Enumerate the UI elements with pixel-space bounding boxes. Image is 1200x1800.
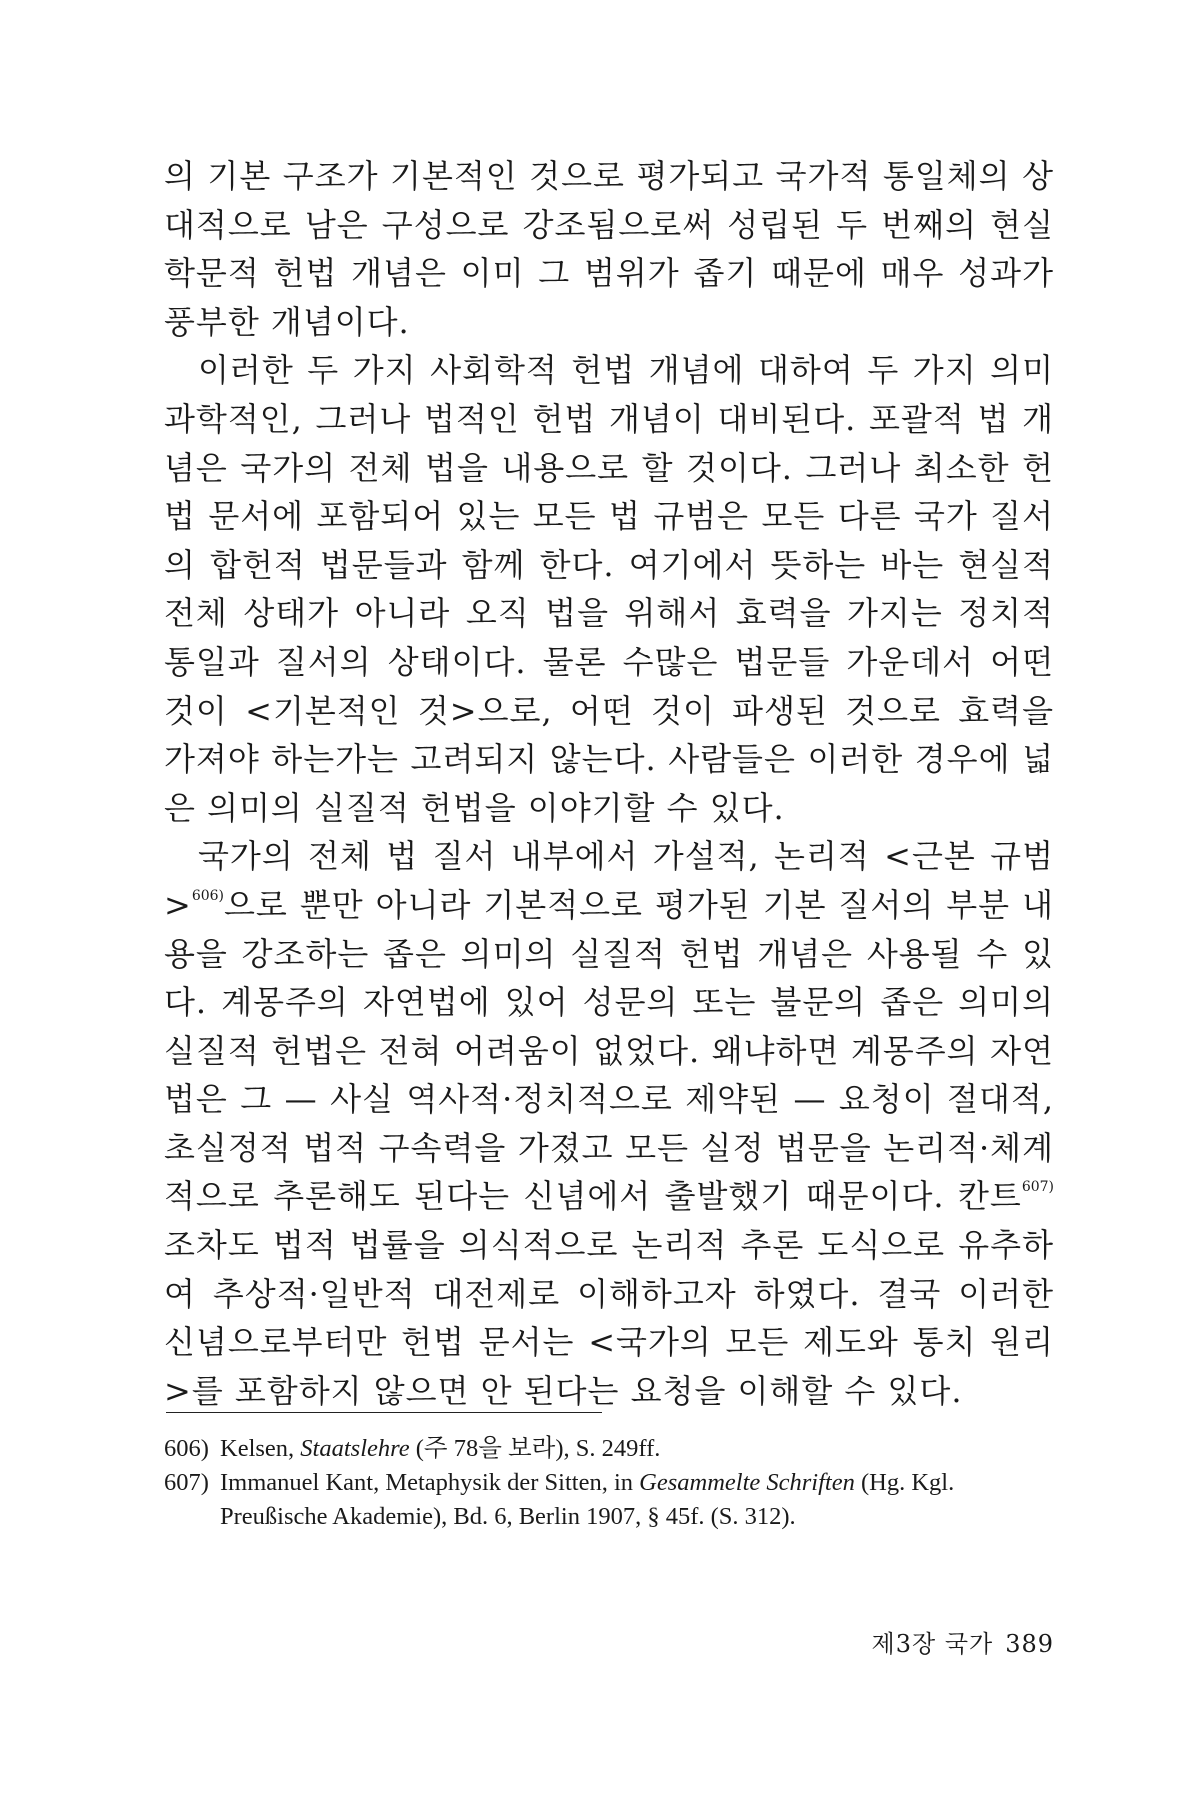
paragraph xyxy=(164,152,1054,346)
footnote-number: 607) xyxy=(164,1469,209,1496)
text-run: (Hg. Kgl. Preußische Akademie), Bd. 6, Berlin 1907, § 45f. (S. 312). xyxy=(220,1469,955,1530)
paragraph xyxy=(164,346,1054,832)
italic-title: Gesammelte Schriften xyxy=(639,1469,855,1496)
text-run: 으로 뿐만 아니라 기본적으로 평가된 기본 질서의 부분 내용을 강조하는 좁은 의미의 실질적 헌법 개념은 사용될 수 있다. 계몽주의 자연법에 있어 성문의 또는 불문의 좁은 의미의 실질적 헌법은 전혀 어려움이 없었다. 왜냐하면 계몽주의 자연법은 그 — 사실 역사적·정치적으로 제약된 — 요청이 절대적, 초실정적 법적 구속력을 가졌고 모든 실정 법문을 논리적·체계적으로 추론해도 된다는 신념에서 출발했기 때문이다. 칸트 xyxy=(164,885,1054,1216)
running-footer-chapter: 제3장 국가 xyxy=(871,1630,994,1658)
footnote-ref: 606) xyxy=(191,887,224,904)
footnotes xyxy=(164,1432,1054,1534)
body-text xyxy=(164,152,1054,1415)
footnote-separator xyxy=(166,1412,602,1413)
text-run: Kelsen, xyxy=(220,1435,301,1462)
page-number: 389 xyxy=(1005,1630,1054,1658)
text-run: (주 78을 보라), S. 249ff. xyxy=(409,1435,661,1462)
text-run: 조차도 법적 법률을 의식적으로 논리적 추론 도식으로 유추하여 추상적·일반적 대전제로 이해하고자 하였다. 결국 이러한 신념으로부터만 헌법 문서는 <국가의 모든 제도와 통치 원리>를 포함하지 않으면 안 된다는 요청을 이해할 수 있다. xyxy=(164,1226,1054,1410)
text-run: 이러한 두 가지 사회학적 헌법 개념에 대하여 두 가지 의미 과학적인, 그러나 법적인 헌법 개념이 대비된다. 포괄적 법 개념은 국가의 전체 법을 내용으로 할 것이다. 그러나 최소한 헌법 문서에 포함되어 있는 모든 법 규범은 모든 다른 국가 질서의 합헌적 법문들과 함께 한다. 여기에서 뜻하는 바는 현실적 전체 상태가 아니라 오직 법을 위해서 효력을 가지는 정치적 통일과 질서의 상태이다. 물론 수많은 법문들 가운데서 어떤 것이 <기본적인 것>으로, 어떤 것이 파생된 것으로 효력을 가져야 하는가는 고려되지 않는다. 사람들은 이러한 경우에 넓은 의미의 실질적 헌법을 이야기할 수 있다. xyxy=(164,351,1054,827)
page-footer xyxy=(164,1624,1054,1659)
text-run: 의 기본 구조가 기본적인 것으로 평가되고 국가적 통일체의 상대적으로 남은 구성으로 강조됨으로써 성립된 두 번째의 현실 학문적 헌법 개념은 이미 그 범위가 좁기 때문에 매우 성과가 풍부한 개념이다. xyxy=(164,157,1054,341)
footnote xyxy=(164,1466,1054,1534)
footnote-ref: 607) xyxy=(1021,1179,1054,1196)
footnote-number: 606) xyxy=(164,1435,209,1462)
text-run: Immanuel Kant, Metaphysik der Sitten, in xyxy=(220,1469,640,1496)
footnote xyxy=(164,1432,1054,1466)
italic-title: Staatslehre xyxy=(300,1435,410,1462)
text-run: 국가의 전체 법 질서 내부에서 가설적, 논리적 <근본 규범> xyxy=(164,837,1054,924)
paragraph xyxy=(164,832,1054,1415)
